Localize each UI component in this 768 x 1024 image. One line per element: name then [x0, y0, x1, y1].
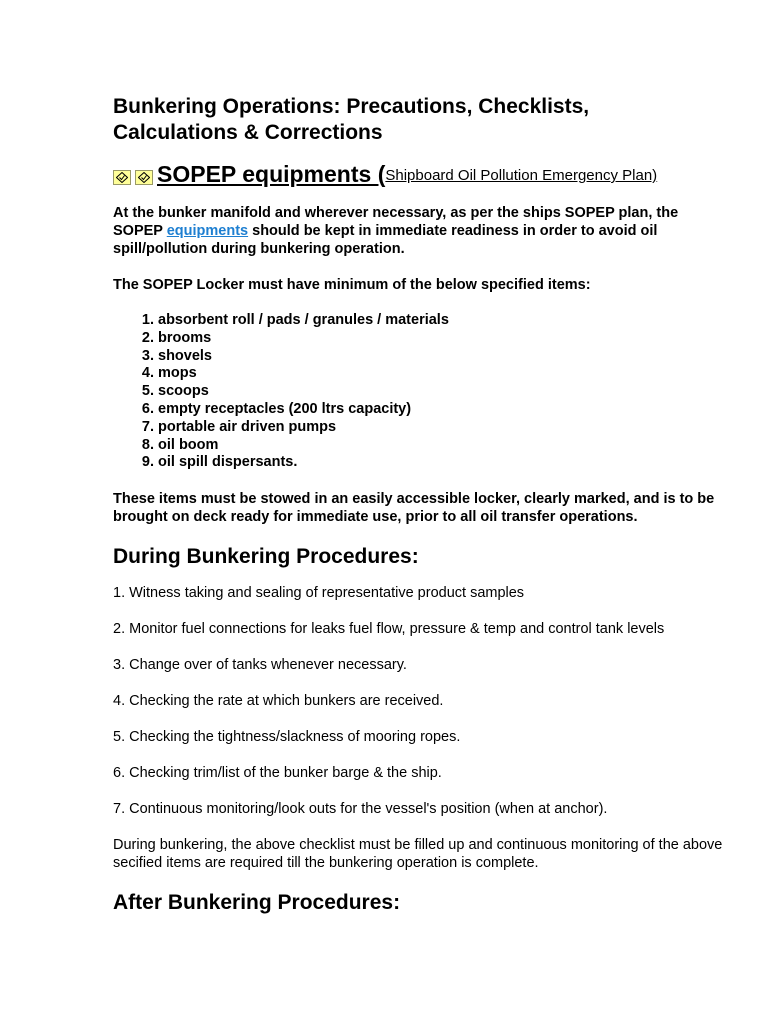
intro-text-after: should be kept in immediate readiness in order to avoid oil spill/pollution during bunkering operation.	[113, 223, 658, 257]
locker-intro: The SOPEP Locker must have minimum of the below specified items:	[113, 277, 591, 293]
after-bunkering-heading: After Bunkering Procedures:	[113, 891, 401, 915]
intro-text-before: At the bunker manifold and wherever necessary, as per the ships SOPEP plan, the SOPEP	[113, 205, 679, 239]
list-item: 6. empty receptacles (200 ltrs capacity)	[158, 401, 723, 419]
procedure-step: 1. Witness taking and sealing of representative product samples	[113, 585, 525, 602]
list-item: 9. oil spill dispersants.	[158, 454, 723, 472]
equipments-link[interactable]: equipments	[166, 223, 249, 239]
document-title	[113, 94, 723, 146]
sopep-intro-paragraph	[113, 204, 723, 258]
title-line-2: Calculations & Corrections	[113, 121, 383, 144]
title-line-1: Bunkering Operations: Precautions, Checklists,	[113, 95, 590, 118]
procedure-step: 3. Change over of tanks whenever necessary.	[113, 657, 407, 674]
during-bunkering-heading: During Bunkering Procedures:	[113, 545, 419, 569]
procedure-step: 5. Checking the tightness/slackness of mooring ropes.	[113, 729, 461, 746]
diamond-bullet-icon	[135, 170, 153, 185]
sopep-heading-main: SOPEP equipments (	[157, 161, 386, 187]
procedure-step: 6. Checking trim/list of the bunker barge & the ship.	[113, 765, 442, 782]
during-summary: During bunkering, the above checklist must be filled up and continuous monitoring of the above secified items are required till the bunkering operation is complete.	[113, 837, 723, 872]
list-item: 1. absorbent roll / pads / granules / materials	[158, 312, 723, 330]
document-page	[113, 94, 723, 930]
locker-items-list	[113, 312, 723, 472]
diamond-bullet-icon	[113, 170, 131, 185]
sopep-heading-sub: Shipboard Oil Pollution Emergency Plan)	[385, 167, 658, 184]
procedure-step: 7. Continuous monitoring/look outs for the vessel's position (when at anchor).	[113, 801, 608, 818]
procedure-step: 2. Monitor fuel connections for leaks fuel flow, pressure & temp and control tank levels	[113, 621, 665, 638]
procedure-step: 4. Checking the rate at which bunkers are received.	[113, 693, 444, 710]
list-item: 4. mops	[158, 365, 723, 383]
stowage-note: These items must be stowed in an easily accessible locker, clearly marked, and is to be brought on deck ready for immediate use, prior to all oil transfer operations.	[113, 491, 715, 526]
list-item: 3. shovels	[158, 348, 723, 366]
list-item: 2. brooms	[158, 330, 723, 348]
sopep-heading	[113, 160, 723, 188]
list-item: 7. portable air driven pumps	[158, 419, 723, 437]
list-item: 5. scoops	[158, 383, 723, 401]
list-item: 8. oil boom	[158, 437, 723, 455]
